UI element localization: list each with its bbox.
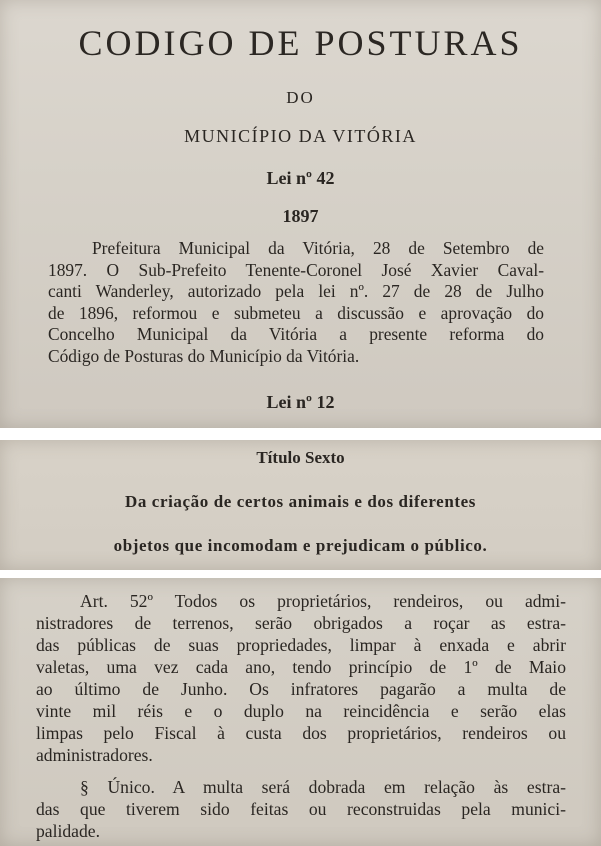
section-heading: Título Sexto (256, 448, 345, 467)
text-line: das que tiverem sido feitas ou reconstruidas pela munici- (36, 799, 566, 819)
text-line: palidade. (36, 821, 100, 841)
text-line: § Único. A multa será dobrada em relação às estra- (80, 777, 566, 797)
section-subtitle-line: Da criação de certos animais e dos diferentes (124, 492, 477, 511)
text-line: 1897. O Sub-Prefeito Tenente-Coronel José Xavier Caval- (48, 259, 544, 280)
law-number-secondary: Lei nº 12 (266, 392, 335, 412)
text-line: canti Wanderley, autorizado pela lei nº. 27 de 28 de Julho (48, 281, 544, 301)
text-line: limpas pelo Fiscal à custa dos proprietários, rendeiros ou (36, 723, 566, 743)
article-page-scan (0, 578, 601, 846)
text-line: Prefeitura Municipal da Vitória, 28 de Setembro de (92, 238, 544, 258)
text-line: valetas, uma vez cada ano, tendo princípio de 1º de Maio (36, 657, 566, 677)
document-title: CODIGO DE POSTURAS (78, 23, 523, 63)
text-line: administradores. (36, 745, 153, 765)
title-preposition: DO (286, 88, 315, 107)
text-line: ao último de Junho. Os infratores pagarão a multa de (36, 679, 566, 699)
title-section-scan (0, 440, 601, 570)
unico-paragraph (36, 776, 566, 842)
law-number: Lei nº 42 (266, 168, 335, 188)
article-paragraph (36, 590, 566, 766)
text-line: das públicas de suas propriedades, limpar à enxada e abrir (36, 635, 566, 655)
text-line: Art. 52º Todos os proprietários, rendeiros, ou admi- (80, 591, 566, 611)
law-year: 1897 (282, 206, 319, 226)
text-line: de 1896, reformou e submeteu a discussão e aprovação do (48, 302, 544, 323)
text-line: vinte mil réis e o duplo na reincidência e serão elas (36, 701, 566, 721)
section-subtitle-line: objetos que incomodam e prejudicam o público. (113, 536, 488, 555)
municipality-name: MUNICÍPIO DA VITÓRIA (184, 126, 417, 146)
preamble-paragraph (48, 238, 544, 367)
text-line: nistradores de terrenos, serão obrigados a roçar as estra- (36, 613, 566, 633)
text-line: Concelho Municipal da Vitória a presente reforma do (48, 324, 544, 344)
text-line: Código de Posturas do Município da Vitória. (48, 345, 360, 366)
